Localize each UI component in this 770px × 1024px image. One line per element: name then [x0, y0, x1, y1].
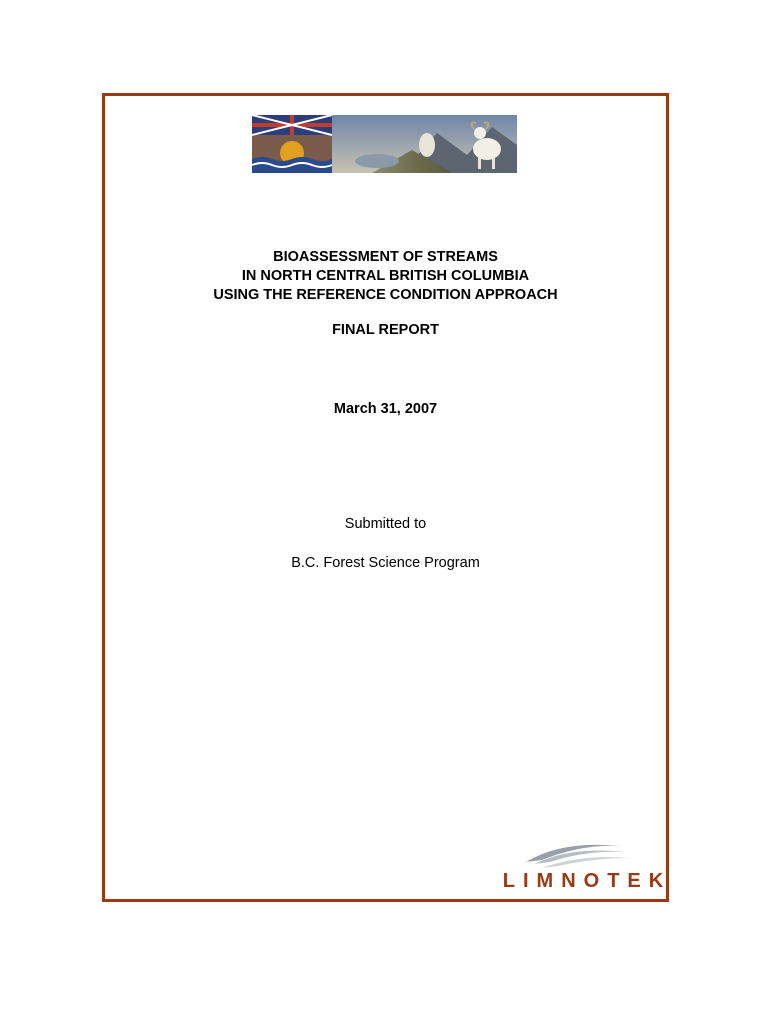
submitted-label: Submitted to: [344, 516, 427, 532]
bc-ministry-banner-icon: [252, 115, 517, 173]
limnotek-swirl-icon: [502, 838, 672, 892]
page-border: [102, 93, 672, 902]
report-type: FINAL REPORT: [332, 322, 439, 338]
limnotek-logo: [502, 838, 672, 892]
svg-text:LIMNOTEK: LIMNOTEK: [502, 870, 672, 892]
report-title-line-3: USING THE REFERENCE CONDITION APPROACH: [213, 287, 558, 303]
ministry-banner: [252, 115, 517, 173]
report-title-line-1: BIOASSESSMENT OF STREAMS: [273, 249, 498, 265]
report-date: March 31, 2007: [333, 401, 438, 417]
recipient-name: B.C. Forest Science Program: [291, 555, 480, 571]
report-title-line-2: IN NORTH CENTRAL BRITISH COLUMBIA: [241, 268, 530, 284]
report-title: [102, 248, 669, 305]
